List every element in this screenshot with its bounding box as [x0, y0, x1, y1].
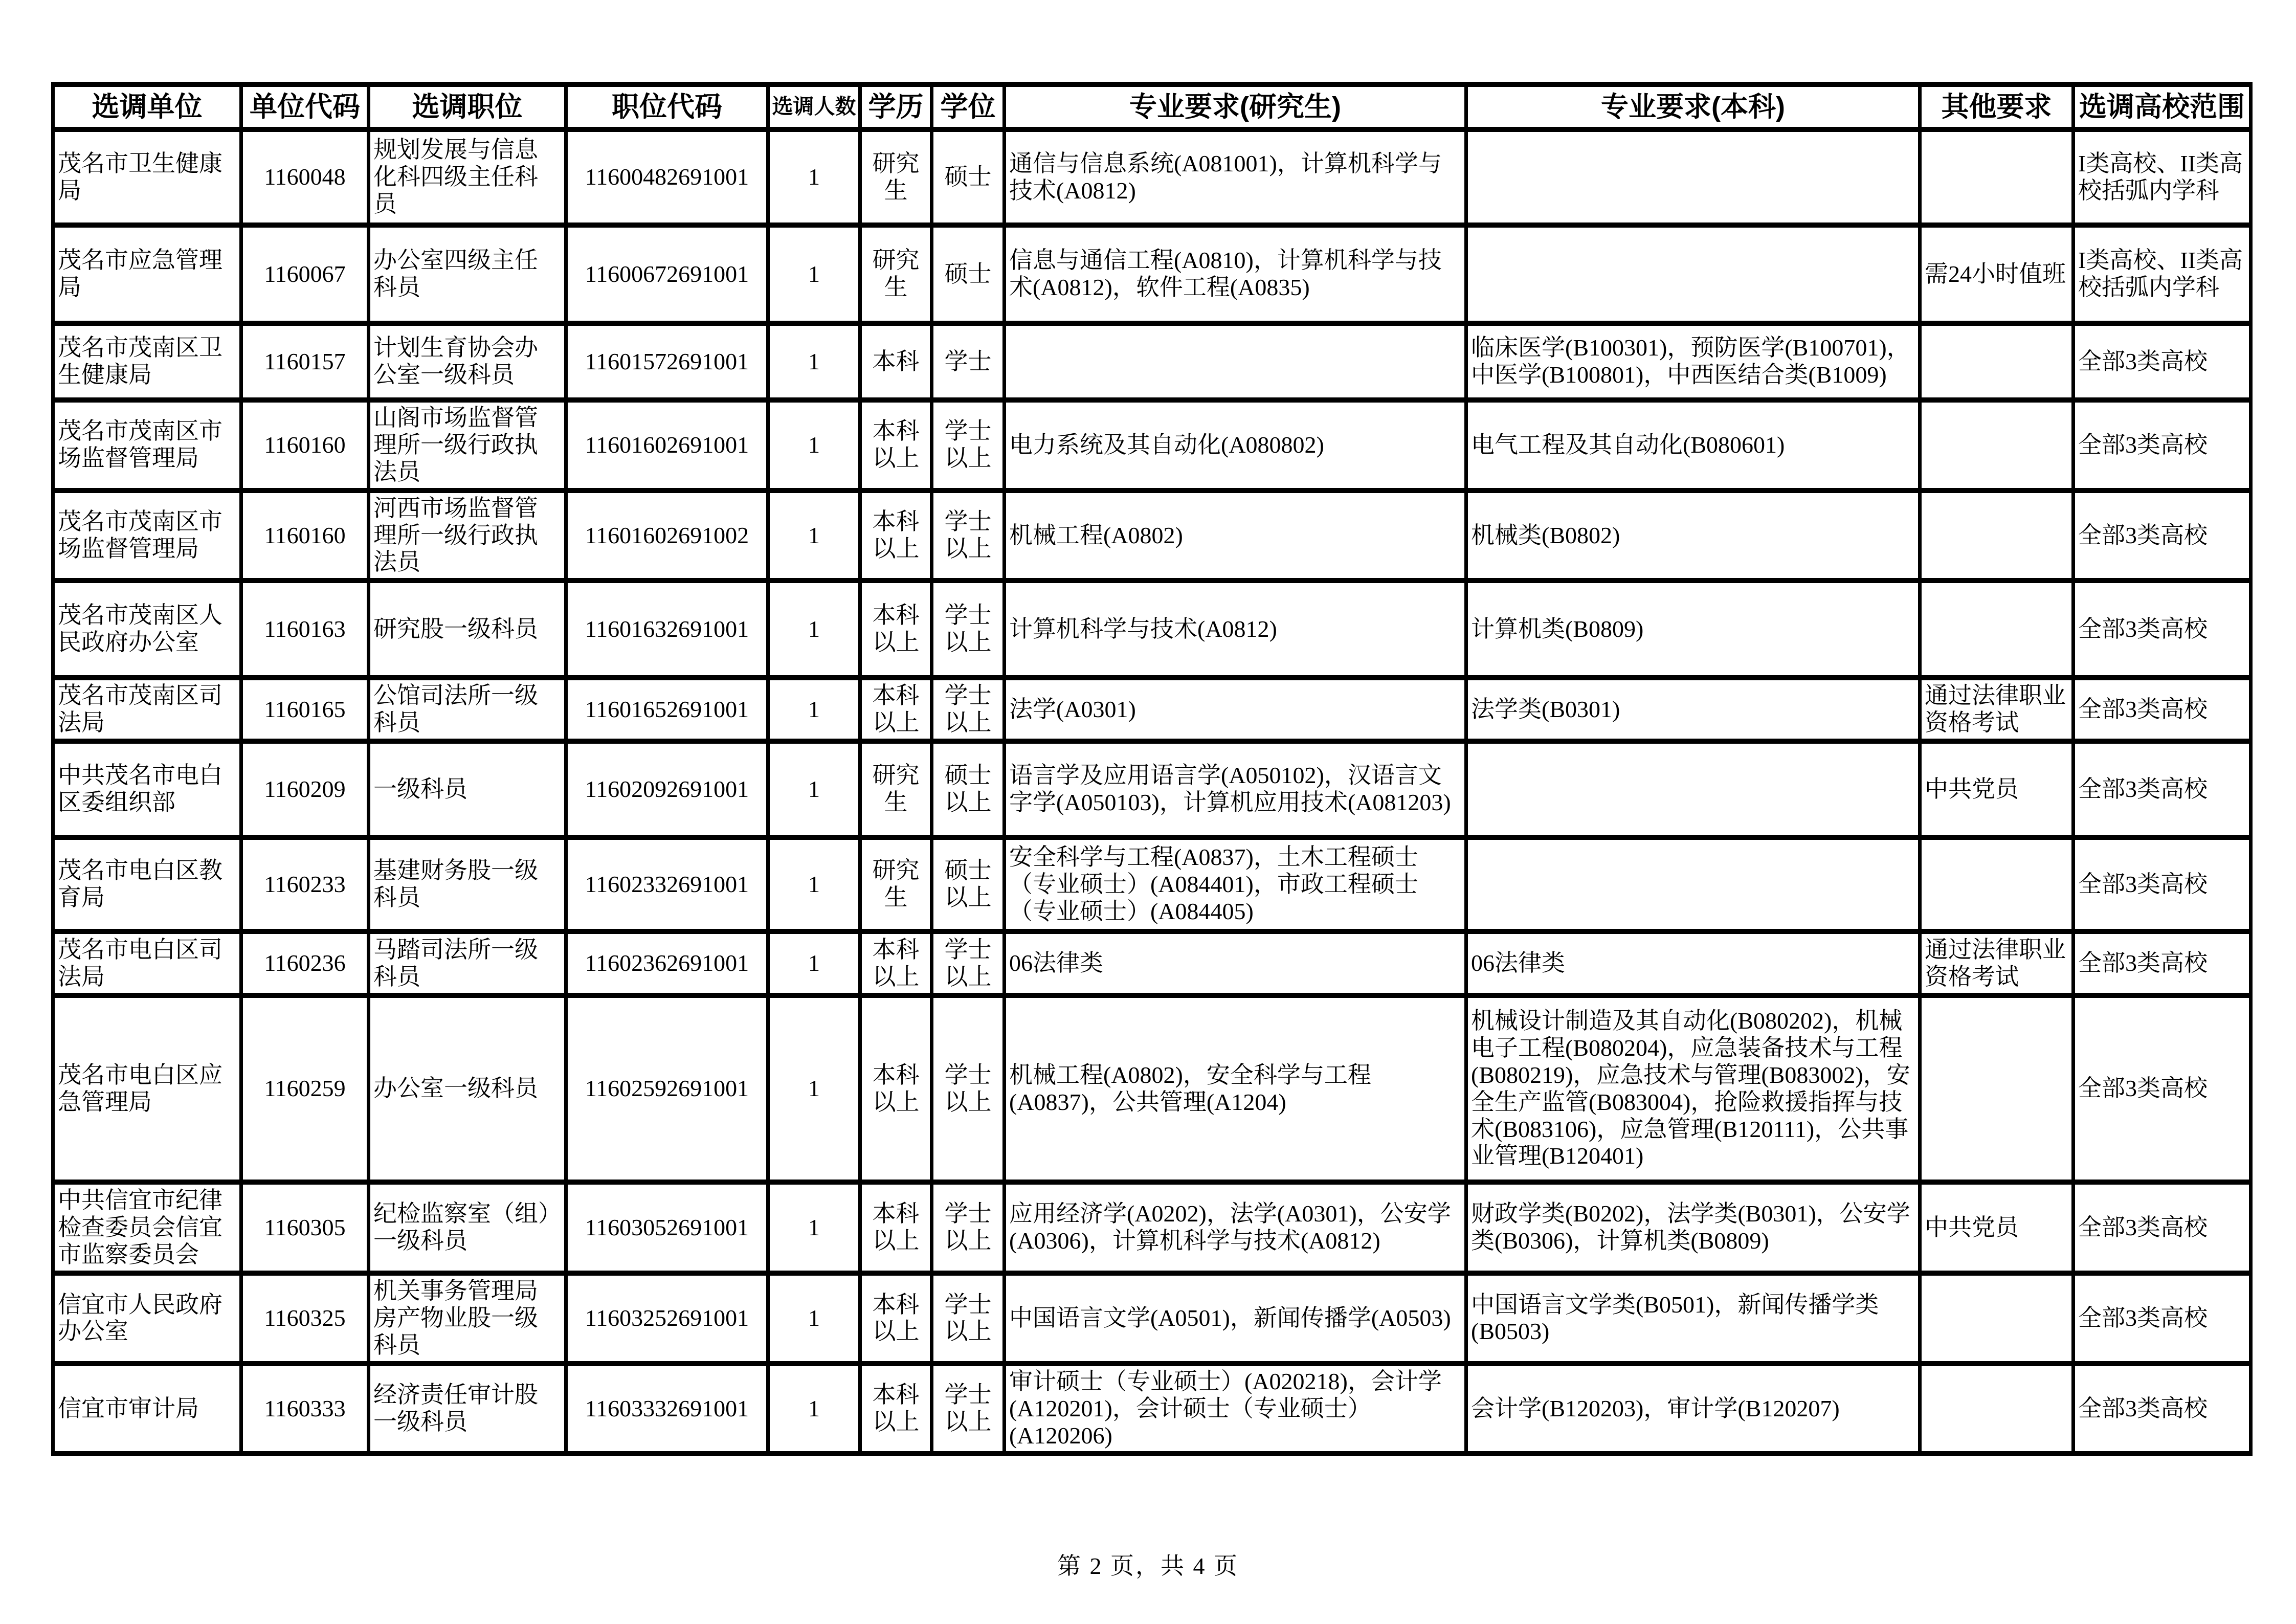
- table-row: [53, 1182, 2251, 1273]
- table-row: [53, 837, 2251, 931]
- cell-position: 公馆司法所一级科员: [369, 678, 566, 741]
- cell-unit: 茂名市电白区司法局: [53, 931, 241, 995]
- table-row: [53, 678, 2251, 741]
- cell-unit: 茂名市应急管理局: [53, 225, 241, 323]
- cell-unit-code: 1160305: [241, 1182, 369, 1273]
- cell-school-scope: 全部3类高校: [2074, 931, 2251, 995]
- cell-position: 办公室一级科员: [369, 995, 566, 1182]
- cell-education: 本科以上: [860, 1182, 932, 1273]
- cell-count: 1: [768, 1182, 860, 1273]
- header-education: 学历: [860, 84, 932, 129]
- cell-unit: 中共茂名市电白区委组织部: [53, 741, 241, 837]
- cell-major-graduate: 06法律类: [1005, 931, 1466, 995]
- cell-unit-code: 1160259: [241, 995, 369, 1182]
- cell-unit: 信宜市人民政府办公室: [53, 1273, 241, 1364]
- cell-education: 本科以上: [860, 1273, 932, 1364]
- cell-unit-code: 1160157: [241, 323, 369, 400]
- cell-position: 经济责任审计股一级科员: [369, 1364, 566, 1454]
- cell-position-code: 11601602691002: [566, 491, 768, 581]
- cell-other-requirements: 中共党员: [1920, 1182, 2074, 1273]
- table-row: [53, 581, 2251, 678]
- cell-school-scope: 全部3类高校: [2074, 741, 2251, 837]
- header-unit-code: 单位代码: [241, 84, 369, 129]
- cell-degree: 学士以上: [932, 1364, 1005, 1454]
- table-row: [53, 400, 2251, 491]
- cell-other-requirements: [1920, 323, 2074, 400]
- cell-unit-code: 1160165: [241, 678, 369, 741]
- cell-degree: 学士以上: [932, 400, 1005, 491]
- cell-unit-code: 1160067: [241, 225, 369, 323]
- cell-count: 1: [768, 837, 860, 931]
- cell-position-code: 11602332691001: [566, 837, 768, 931]
- cell-major-graduate: 审计硕士（专业硕士）(A020218)，会计学(A120201)，会计硕士（专业硕士）(A120206): [1005, 1364, 1466, 1454]
- cell-unit: 茂名市卫生健康局: [53, 129, 241, 225]
- cell-education: 本科以上: [860, 995, 932, 1182]
- table-row: [53, 1273, 2251, 1364]
- cell-position-code: 11603332691001: [566, 1364, 768, 1454]
- cell-major-graduate: [1005, 323, 1466, 400]
- cell-education: 本科以上: [860, 678, 932, 741]
- cell-school-scope: I类高校、II类高校括弧内学科: [2074, 225, 2251, 323]
- cell-degree: 学士以上: [932, 995, 1005, 1182]
- header-position: 选调职位: [369, 84, 566, 129]
- cell-degree: 学士以上: [932, 1182, 1005, 1273]
- cell-degree: 硕士以上: [932, 837, 1005, 931]
- cell-major-undergraduate: 机械类(B0802): [1466, 491, 1920, 581]
- cell-count: 1: [768, 129, 860, 225]
- cell-major-graduate: 计算机科学与技术(A0812): [1005, 581, 1466, 678]
- cell-education: 本科以上: [860, 581, 932, 678]
- cell-unit-code: 1160233: [241, 837, 369, 931]
- cell-position: 研究股一级科员: [369, 581, 566, 678]
- cell-unit-code: 1160209: [241, 741, 369, 837]
- cell-major-graduate: 中国语言文学(A0501)，新闻传播学(A0503): [1005, 1273, 1466, 1364]
- cell-major-graduate: 通信与信息系统(A081001)，计算机科学与技术(A0812): [1005, 129, 1466, 225]
- cell-school-scope: 全部3类高校: [2074, 995, 2251, 1182]
- cell-unit: 茂名市茂南区市场监督管理局: [53, 400, 241, 491]
- cell-unit-code: 1160236: [241, 931, 369, 995]
- cell-major-undergraduate: [1466, 741, 1920, 837]
- cell-other-requirements: 需24小时值班: [1920, 225, 2074, 323]
- cell-major-undergraduate: 中国语言文学类(B0501)，新闻传播学类(B0503): [1466, 1273, 1920, 1364]
- cell-unit-code: 1160333: [241, 1364, 369, 1454]
- cell-position-code: 11602362691001: [566, 931, 768, 995]
- cell-position: 马踏司法所一级科员: [369, 931, 566, 995]
- header-position-code: 职位代码: [566, 84, 768, 129]
- table-row: [53, 1364, 2251, 1454]
- cell-school-scope: 全部3类高校: [2074, 581, 2251, 678]
- cell-position: 一级科员: [369, 741, 566, 837]
- cell-major-undergraduate: 电气工程及其自动化(B080601): [1466, 400, 1920, 491]
- cell-major-undergraduate: 机械设计制造及其自动化(B080202)，机械电子工程(B080204)，应急装备技术与工程(B080219)，应急技术与管理(B083002)，安全生产监管(B083004)，抢险救援指挥与技术(B083106)，应急管理(B120111)，公共事业管理(B120401): [1466, 995, 1920, 1182]
- cell-position: 办公室四级主任科员: [369, 225, 566, 323]
- cell-major-graduate: 语言学及应用语言学(A050102)，汉语言文字学(A050103)，计算机应用技术(A081203): [1005, 741, 1466, 837]
- header-unit: 选调单位: [53, 84, 241, 129]
- cell-major-graduate: 安全科学与工程(A0837)，土木工程硕士（专业硕士）(A084401)，市政工程硕士（专业硕士）(A084405): [1005, 837, 1466, 931]
- cell-school-scope: 全部3类高校: [2074, 837, 2251, 931]
- cell-other-requirements: [1920, 581, 2074, 678]
- cell-other-requirements: 通过法律职业资格考试: [1920, 678, 2074, 741]
- cell-other-requirements: [1920, 995, 2074, 1182]
- cell-position: 基建财务股一级科员: [369, 837, 566, 931]
- header-major-undergraduate: 专业要求(本科): [1466, 84, 1920, 129]
- cell-count: 1: [768, 400, 860, 491]
- cell-unit: 信宜市审计局: [53, 1364, 241, 1454]
- cell-count: 1: [768, 1364, 860, 1454]
- cell-count: 1: [768, 225, 860, 323]
- header-row: [53, 84, 2251, 129]
- cell-major-graduate: 法学(A0301): [1005, 678, 1466, 741]
- cell-unit: 中共信宜市纪律检查委员会信宜市监察委员会: [53, 1182, 241, 1273]
- cell-position: 山阁市场监督管理所一级行政执法员: [369, 400, 566, 491]
- cell-position-code: 11602092691001: [566, 741, 768, 837]
- cell-count: 1: [768, 741, 860, 837]
- cell-position-code: 11602592691001: [566, 995, 768, 1182]
- cell-education: 本科以上: [860, 931, 932, 995]
- cell-unit-code: 1160160: [241, 491, 369, 581]
- cell-school-scope: 全部3类高校: [2074, 400, 2251, 491]
- cell-school-scope: 全部3类高校: [2074, 678, 2251, 741]
- cell-degree: 学士: [932, 323, 1005, 400]
- selection-positions-table: [51, 82, 2253, 1456]
- cell-education: 研究生: [860, 225, 932, 323]
- cell-major-undergraduate: 计算机类(B0809): [1466, 581, 1920, 678]
- cell-unit: 茂名市茂南区人民政府办公室: [53, 581, 241, 678]
- cell-school-scope: 全部3类高校: [2074, 1364, 2251, 1454]
- cell-other-requirements: 中共党员: [1920, 741, 2074, 837]
- cell-position: 机关事务管理局房产物业股一级科员: [369, 1273, 566, 1364]
- cell-count: 1: [768, 581, 860, 678]
- page-footer: 第 2 页，共 4 页: [1057, 1553, 1239, 1579]
- cell-school-scope: 全部3类高校: [2074, 1273, 2251, 1364]
- table-row: [53, 323, 2251, 400]
- cell-other-requirements: [1920, 491, 2074, 581]
- cell-major-undergraduate: [1466, 129, 1920, 225]
- cell-school-scope: I类高校、II类高校括弧内学科: [2074, 129, 2251, 225]
- cell-major-graduate: 电力系统及其自动化(A080802): [1005, 400, 1466, 491]
- cell-major-graduate: 应用经济学(A0202)，法学(A0301)，公安学(A0306)，计算机科学与技术(A0812): [1005, 1182, 1466, 1273]
- cell-major-graduate: 机械工程(A0802): [1005, 491, 1466, 581]
- cell-position-code: 11600482691001: [566, 129, 768, 225]
- cell-position-code: 11600672691001: [566, 225, 768, 323]
- cell-unit: 茂名市茂南区市场监督管理局: [53, 491, 241, 581]
- table-row: [53, 129, 2251, 225]
- cell-school-scope: 全部3类高校: [2074, 1182, 2251, 1273]
- cell-education: 本科以上: [860, 400, 932, 491]
- cell-position-code: 11603252691001: [566, 1273, 768, 1364]
- header-major-graduate: 专业要求(研究生): [1005, 84, 1466, 129]
- cell-position-code: 11601652691001: [566, 678, 768, 741]
- cell-unit-code: 1160163: [241, 581, 369, 678]
- cell-major-undergraduate: [1466, 837, 1920, 931]
- cell-education: 研究生: [860, 741, 932, 837]
- cell-degree: 学士以上: [932, 931, 1005, 995]
- cell-count: 1: [768, 1273, 860, 1364]
- cell-position-code: 11601572691001: [566, 323, 768, 400]
- cell-unit: 茂名市茂南区司法局: [53, 678, 241, 741]
- cell-position: 计划生育协会办公室一级科员: [369, 323, 566, 400]
- cell-count: 1: [768, 323, 860, 400]
- cell-education: 本科: [860, 323, 932, 400]
- header-count: 选调人数: [768, 84, 860, 129]
- cell-degree: 硕士: [932, 225, 1005, 323]
- table-row: [53, 741, 2251, 837]
- cell-unit-code: 1160048: [241, 129, 369, 225]
- header-degree: 学位: [932, 84, 1005, 129]
- table-row: [53, 491, 2251, 581]
- cell-unit-code: 1160325: [241, 1273, 369, 1364]
- cell-education: 研究生: [860, 129, 932, 225]
- cell-major-undergraduate: 法学类(B0301): [1466, 678, 1920, 741]
- cell-other-requirements: [1920, 400, 2074, 491]
- cell-other-requirements: [1920, 837, 2074, 931]
- cell-major-graduate: 机械工程(A0802)，安全科学与工程(A0837)，公共管理(A1204): [1005, 995, 1466, 1182]
- cell-count: 1: [768, 931, 860, 995]
- cell-position-code: 11603052691001: [566, 1182, 768, 1273]
- cell-major-graduate: 信息与通信工程(A0810)，计算机科学与技术(A0812)，软件工程(A0835): [1005, 225, 1466, 323]
- cell-unit: 茂名市电白区教育局: [53, 837, 241, 931]
- cell-other-requirements: [1920, 1273, 2074, 1364]
- cell-position: 规划发展与信息化科四级主任科员: [369, 129, 566, 225]
- cell-other-requirements: [1920, 129, 2074, 225]
- cell-major-undergraduate: [1466, 225, 1920, 323]
- table-row: [53, 931, 2251, 995]
- cell-degree: 硕士: [932, 129, 1005, 225]
- cell-education: 本科以上: [860, 491, 932, 581]
- cell-education: 研究生: [860, 837, 932, 931]
- header-other-requirements: 其他要求: [1920, 84, 2074, 129]
- cell-degree: 硕士以上: [932, 741, 1005, 837]
- cell-other-requirements: [1920, 1364, 2074, 1454]
- cell-education: 本科以上: [860, 1364, 932, 1454]
- cell-other-requirements: 通过法律职业资格考试: [1920, 931, 2074, 995]
- cell-major-undergraduate: 财政学类(B0202)，法学类(B0301)，公安学类(B0306)，计算机类(B0809): [1466, 1182, 1920, 1273]
- cell-count: 1: [768, 491, 860, 581]
- cell-major-undergraduate: 06法律类: [1466, 931, 1920, 995]
- cell-school-scope: 全部3类高校: [2074, 491, 2251, 581]
- cell-unit: 茂名市茂南区卫生健康局: [53, 323, 241, 400]
- cell-degree: 学士以上: [932, 581, 1005, 678]
- cell-position-code: 11601602691001: [566, 400, 768, 491]
- cell-position: 河西市场监督管理所一级行政执法员: [369, 491, 566, 581]
- cell-degree: 学士以上: [932, 1273, 1005, 1364]
- cell-position-code: 11601632691001: [566, 581, 768, 678]
- cell-position: 纪检监察室（组）一级科员: [369, 1182, 566, 1273]
- cell-degree: 学士以上: [932, 491, 1005, 581]
- cell-count: 1: [768, 995, 860, 1182]
- header-school-scope: 选调高校范围: [2074, 84, 2251, 129]
- cell-school-scope: 全部3类高校: [2074, 323, 2251, 400]
- cell-unit: 茂名市电白区应急管理局: [53, 995, 241, 1182]
- cell-count: 1: [768, 678, 860, 741]
- cell-major-undergraduate: 会计学(B120203)，审计学(B120207): [1466, 1364, 1920, 1454]
- table-row: [53, 995, 2251, 1182]
- cell-unit-code: 1160160: [241, 400, 369, 491]
- table-row: [53, 225, 2251, 323]
- cell-major-undergraduate: 临床医学(B100301)，预防医学(B100701)，中医学(B100801)，中西医结合类(B1009): [1466, 323, 1920, 400]
- cell-degree: 学士以上: [932, 678, 1005, 741]
